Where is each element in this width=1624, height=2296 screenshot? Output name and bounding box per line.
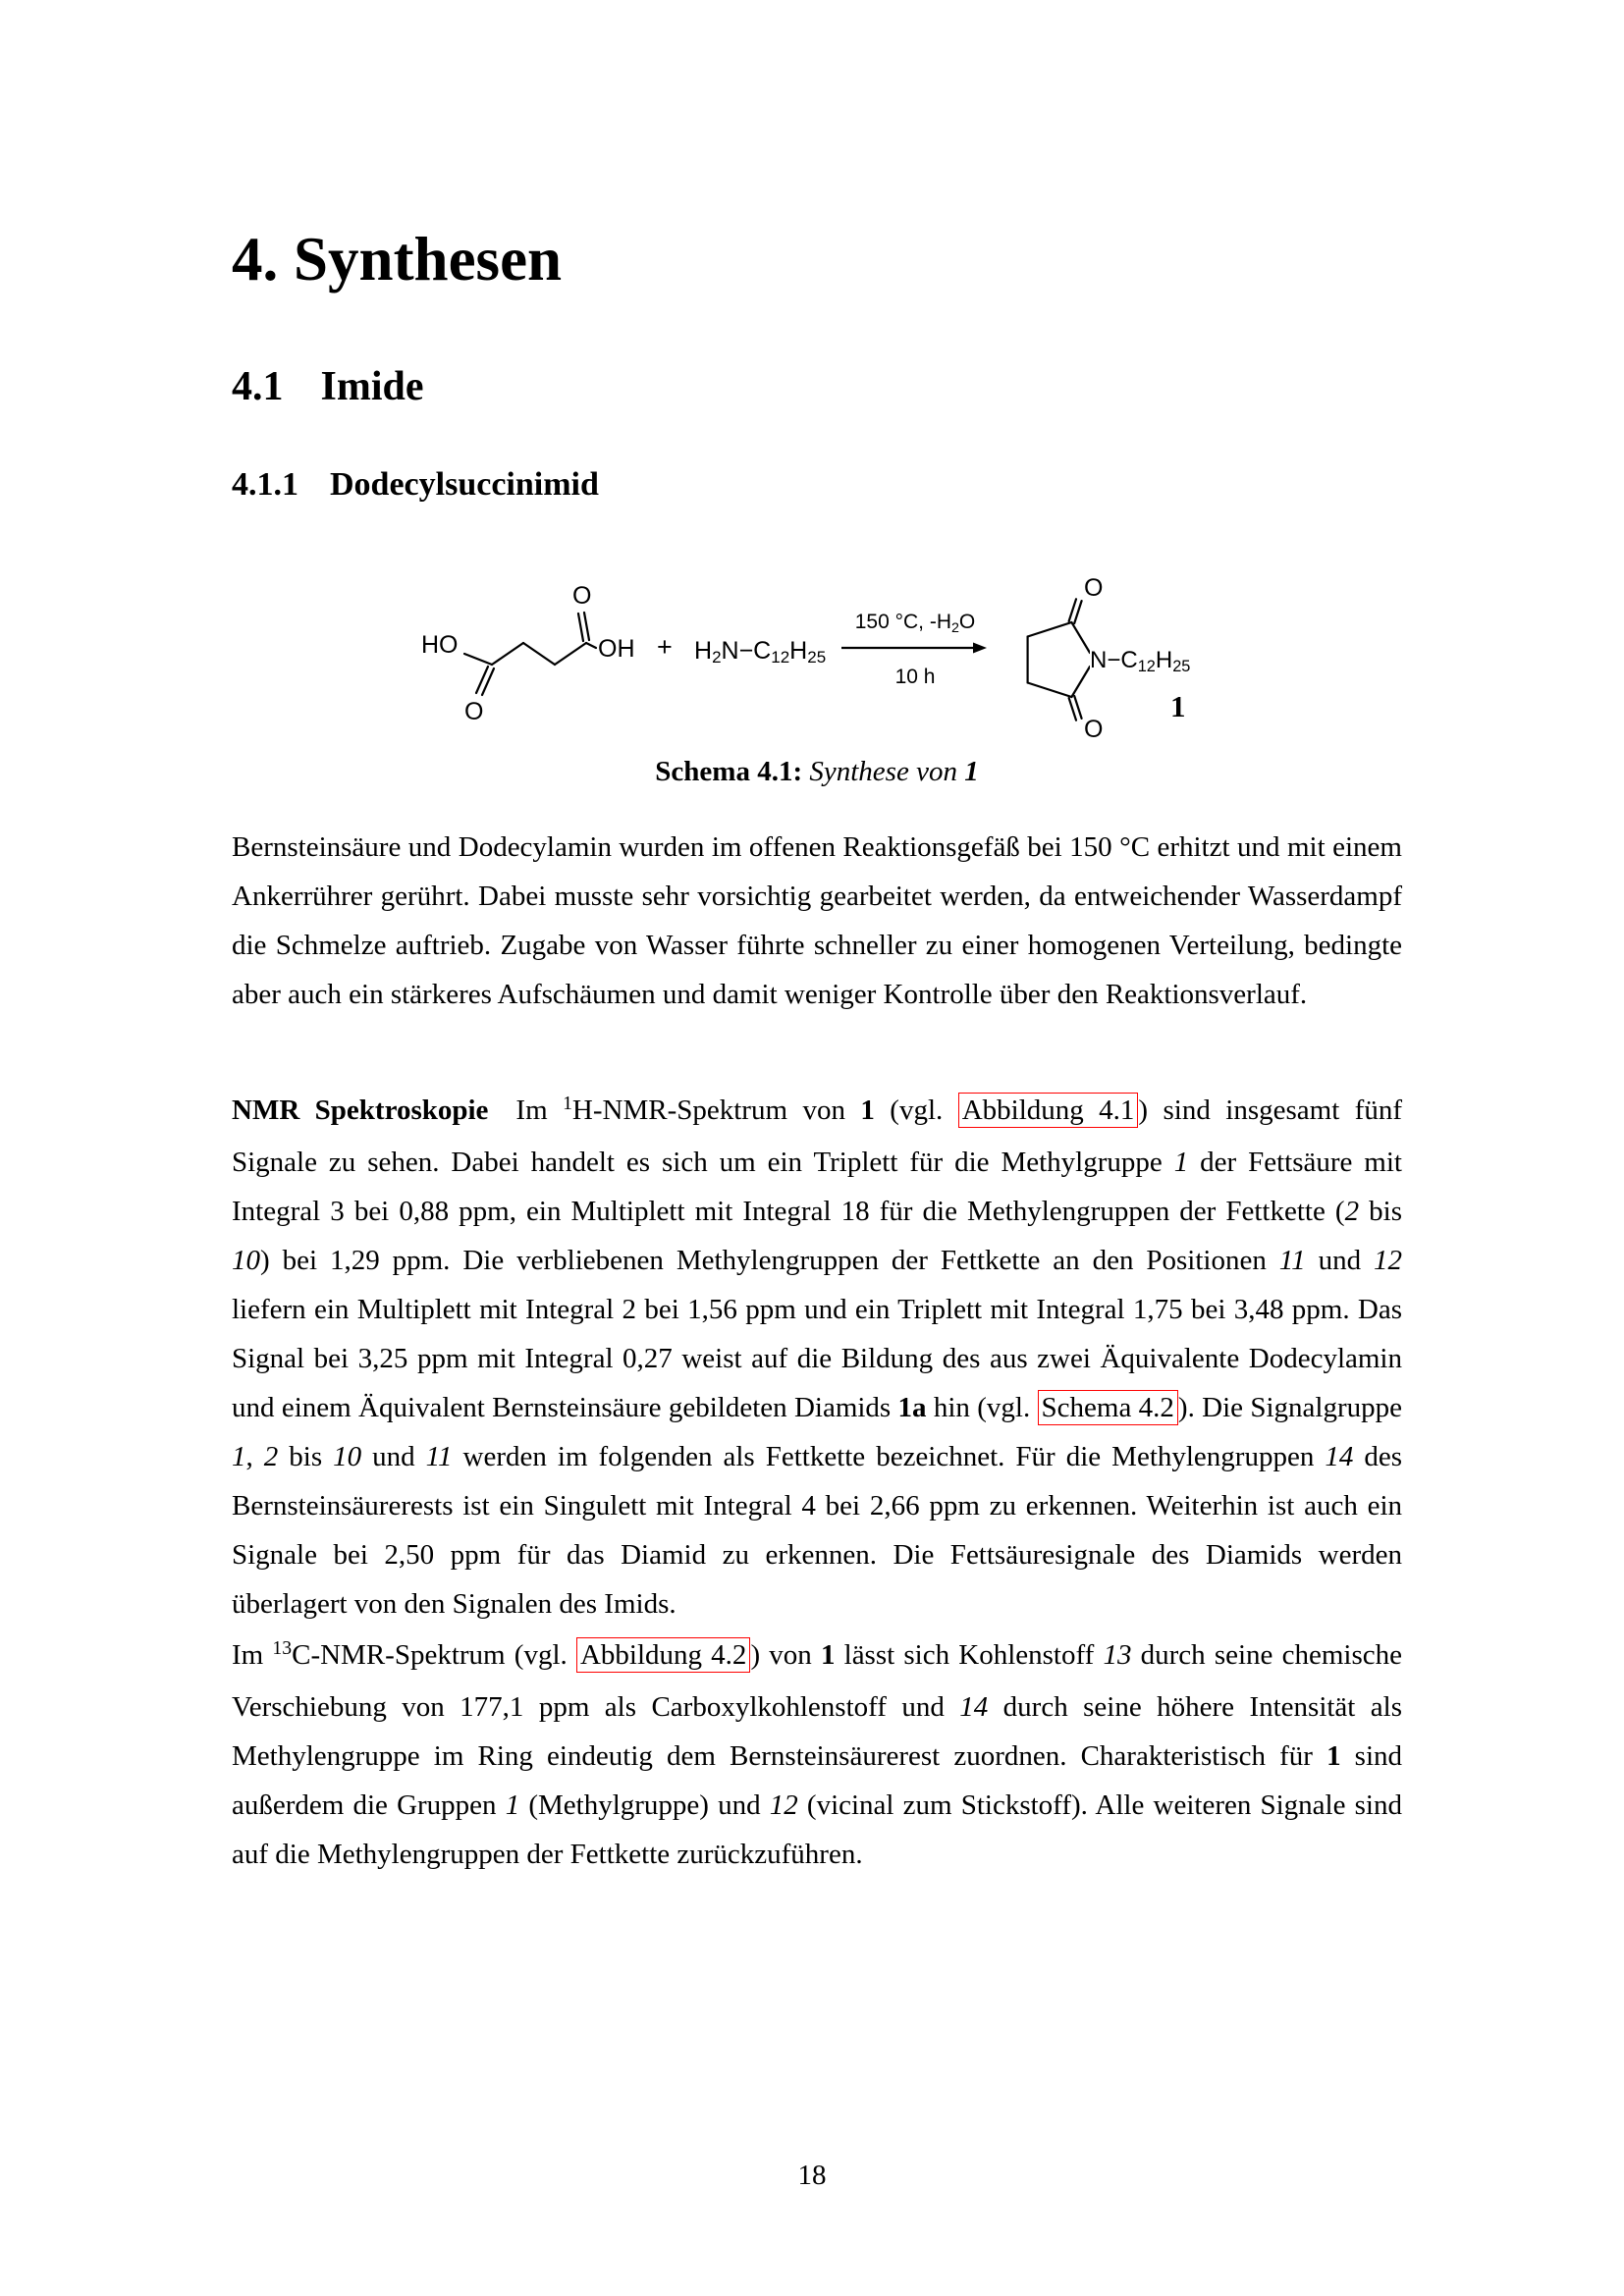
text-segment: N−C — [1090, 646, 1138, 673]
dodecylamine-formula — [694, 636, 826, 667]
text-segment: 1 — [505, 1789, 520, 1821]
text-segment: 2 — [712, 648, 722, 667]
subsection-heading — [232, 466, 1402, 503]
reaction-arrow — [841, 638, 989, 658]
text-segment: NMR Spektroskopie — [232, 1094, 489, 1126]
text-segment: Synthese von — [809, 755, 965, 787]
text-segment: 10 — [333, 1440, 362, 1472]
text-segment: 1 — [860, 1094, 875, 1126]
text-segment: 1 — [820, 1638, 836, 1671]
n-alkyl-chain-label — [1090, 646, 1190, 675]
paragraph-synthesis-description — [232, 823, 1402, 1019]
page-content — [232, 0, 1402, 1879]
cross-reference-link[interactable]: Abbildung 4.1 — [958, 1093, 1139, 1128]
text-segment: 14 — [959, 1690, 989, 1723]
text-segment: der Fettsäure mit Integral 3 bei 0,88 ppm, ein Multiplett mit Integral 18 für die Methylengruppen der Fettkette ( — [232, 1146, 1402, 1227]
section-number: 4.1 — [232, 364, 284, 410]
text-segment: 12 — [769, 1789, 798, 1821]
atom-label-o-top: O — [1084, 573, 1104, 602]
text-segment: 12 — [1137, 658, 1156, 676]
text-segment: H — [1155, 646, 1173, 673]
paragraph-c13-nmr — [232, 1630, 1402, 1879]
text-segment: 13 — [272, 1637, 293, 1660]
plus-sign: + — [657, 631, 673, 662]
text-segment: 2 — [263, 1440, 279, 1472]
text-segment: durch seine chemische Verschiebung von 177,1 ppm als Carboxylkohlenstoff und — [232, 1638, 1402, 1723]
text-segment: 1 — [1173, 1146, 1189, 1178]
text-segment: hin (vgl. — [926, 1391, 1038, 1423]
section-heading — [232, 364, 1402, 409]
text-segment: werden im folgenden als Fettkette bezeichnet. Für die Methylengruppen — [452, 1440, 1326, 1472]
dodecylsuccinimide-structure — [999, 571, 1303, 748]
reaction-time-label: 10 h — [894, 665, 936, 688]
text-segment: , — [245, 1440, 264, 1472]
text-segment: O — [958, 610, 976, 633]
atom-label-o-bottom: O — [464, 697, 484, 725]
cross-reference-link[interactable]: Schema 4.2 — [1038, 1390, 1178, 1425]
reaction-scheme-drawing — [419, 565, 1215, 744]
subsection-number: 4.1.1 — [232, 466, 298, 504]
reaction-arrow-block — [841, 611, 989, 719]
text-segment: 14 — [1325, 1440, 1354, 1472]
text-segment: C-NMR-Spektrum (vgl. — [292, 1638, 576, 1671]
cross-reference-link[interactable]: Abbildung 4.2 — [576, 1637, 751, 1673]
text-segment: 1a — [897, 1391, 927, 1423]
text-segment: Im — [515, 1094, 564, 1126]
text-segment: 1 — [232, 1440, 246, 1472]
atom-label-o-bottom: O — [1084, 715, 1104, 743]
text-segment: ) von — [750, 1638, 821, 1671]
reaction-conditions-label — [841, 611, 989, 634]
text-segment: H-NMR-Spektrum von — [571, 1094, 861, 1126]
text-segment: 12 — [771, 648, 790, 667]
text-segment: 2 — [1344, 1195, 1360, 1227]
text-segment: sind außerdem die Gruppen — [232, 1739, 1403, 1821]
text-segment: bis — [1359, 1195, 1402, 1227]
text-segment: 12 — [1374, 1244, 1402, 1276]
text-segment: 25 — [807, 648, 827, 667]
text-segment: 1 — [1326, 1739, 1341, 1772]
subsection-title: Dodecylsuccinimid — [330, 466, 599, 504]
text-segment: 11 — [425, 1440, 453, 1472]
text-segment: liefern ein Multiplett mit Integral 2 bei 1,56 ppm und ein Triplett mit Integral 1,75 bei 3,48 ppm. Das Signal bei 3,25 ppm mit Integral 0,27 weist auf die Bildung des aus zwei Äquivalente Dodecylamin und einem Äquivalent Bernsteinsäure gebildeten Diamids — [232, 1293, 1402, 1423]
atom-label-ho: HO — [421, 630, 459, 659]
text-segment: bis — [278, 1440, 334, 1472]
text-segment: N−C — [721, 636, 772, 665]
text-segment: (Methylgruppe) und — [519, 1789, 770, 1821]
text-segment: durch seine höhere Intensität als Methylengruppe im Ring eindeutig dem Bernsteinsäurerest zuordnen. Charakteristisch für — [232, 1690, 1402, 1772]
text-segment: 11 — [1278, 1244, 1306, 1276]
page-number: 18 — [797, 2160, 827, 2191]
text-segment: H — [694, 636, 713, 665]
text-segment: Im — [232, 1638, 273, 1671]
text-segment: (vgl. — [874, 1094, 958, 1126]
text-segment: lässt sich Kohlenstoff — [835, 1638, 1104, 1671]
text-segment: (vicinal zum Stickstoff). Alle weiteren Signale sind auf die Methylengruppen der Fettkette zurückzuführen. — [232, 1789, 1402, 1870]
text-segment: 2 — [950, 619, 959, 636]
text-segment: 1 — [563, 1093, 572, 1115]
text-segment: Bernsteinsäure und Dodecylamin wurden im offenen Reaktionsgefäß bei 150 °C erhitzt und mit einem Ankerrührer gerührt. Dabei musste sehr vorsichtig gearbeitet werden, da entweichender Wasserdampf die Schmelze auftrieb. Zugabe von Wasser führte schneller zu einer homogenen Verteilung, bedingte aber auch ein stärkeres Aufschäumen und damit weniger Kontrolle über den Reaktionsverlauf. — [232, 830, 1402, 1010]
text-segment: des Bernsteinsäurerests ist ein Singulett mit Integral 4 bei 2,66 ppm zu erkennen. Weiterhin ist auch ein Signale bei 2,50 ppm für das Diamid zu erkennen. Die Fettsäuresignale des Diamids werden überlagert von den Signalen des Imids. — [232, 1440, 1403, 1620]
text-segment: ) bei 1,29 ppm. Die verbliebenen Methylengruppen der Fettkette an den Positionen — [260, 1244, 1279, 1276]
text-segment: Schema 4.1: — [655, 755, 810, 787]
text-segment: ). Die Signalgruppe — [1177, 1391, 1402, 1423]
text-segment: und — [361, 1440, 426, 1472]
atom-label-oh: OH — [598, 634, 635, 663]
text-segment: ) sind insgesamt fünf Signale zu sehen. Dabei handelt es sich um ein Triplett für die Methylgruppe — [232, 1094, 1402, 1178]
succinic-acid-structure — [419, 569, 650, 736]
text-segment: 25 — [1172, 658, 1191, 676]
scheme-caption — [232, 752, 1402, 791]
atom-label-o-top: O — [572, 581, 592, 610]
section-title: Imide — [320, 364, 424, 410]
text-segment: und — [1305, 1244, 1374, 1276]
text-segment: 1 — [964, 755, 979, 787]
chapter-heading: 4. Synthesen — [232, 225, 563, 294]
text-segment: 10 — [232, 1244, 260, 1276]
text-segment: 13 — [1103, 1638, 1132, 1671]
compound-number-label: 1 — [1170, 688, 1186, 723]
reaction-scheme-figure — [232, 565, 1402, 791]
text-segment: 150 °C, -H — [854, 610, 951, 633]
text-segment: H — [789, 636, 808, 665]
paragraph-nmr-spectroscopy — [232, 1086, 1402, 1629]
